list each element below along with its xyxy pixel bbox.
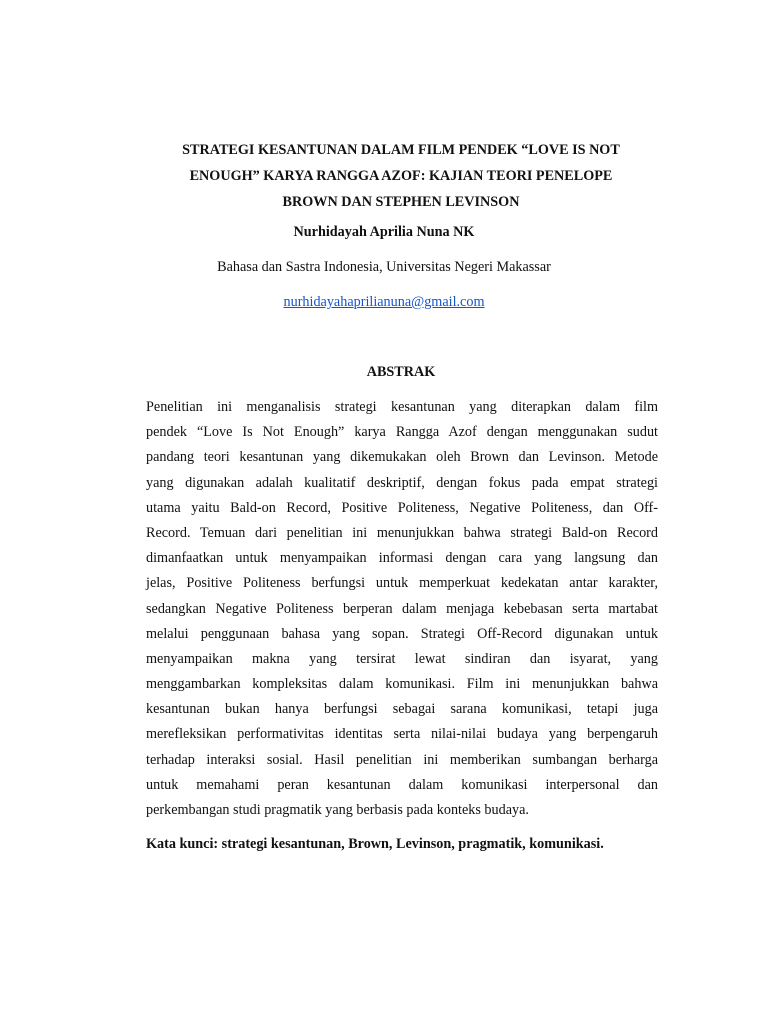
abstract-heading: ABSTRAK (366, 364, 436, 380)
abstract-body (146, 395, 658, 823)
paper-title (140, 137, 662, 215)
title-line: ENOUGH” KARYA RANGGA AZOF: KAJIAN TEORI PENELOPE (189, 168, 613, 184)
abstract-line: sedangkan Negative Politeness berperan dalam menjaga kebebasan serta martabat (146, 600, 658, 617)
abstract-line: pandang teori kesantunan yang dikemukakan oleh Brown dan Levinson. Metode (146, 449, 658, 466)
abstract-line: utama yaitu Bald-on Record, Positive Politeness, Negative Politeness, dan Off- (146, 499, 658, 516)
keywords: Kata kunci: strategi kesantunan, Brown, Levinson, pragmatik, komunikasi. (146, 836, 604, 852)
abstract-line: terhadap interaksi sosial. Hasil penelitian ini memberikan sumbangan berharga (146, 751, 658, 768)
abstract-line: perkembangan studi pragmatik yang berbasis pada konteks budaya. (146, 802, 529, 818)
abstract-line: dimanfaatkan untuk menyampaikan informasi dengan cara yang langsung dan (146, 550, 658, 567)
abstract-line: menyampaikan makna yang tersirat lewat sindiran dan isyarat, yang (146, 650, 658, 667)
abstract-line: untuk memahami peran kesantunan dalam komunikasi interpersonal dan (146, 776, 658, 793)
email-link[interactable]: nurhidayahaprilianuna@gmail.com (283, 294, 485, 310)
author-name: Nurhidayah Aprilia Nuna NK (293, 224, 475, 240)
abstract-line: Record. Temuan dari penelitian ini menunjukkan bahwa strategi Bald-on Record (146, 524, 658, 541)
abstract-line: kesantunan bukan hanya berfungsi sebagai sarana komunikasi, tetapi juga (146, 701, 658, 718)
abstract-line: yang digunakan adalah kualitatif deskriptif, dengan fokus pada empat strategi (146, 474, 658, 491)
author-email (0, 292, 768, 312)
abstract-line: jelas, Positive Politeness berfungsi untuk memperkuat kedekatan antar karakter, (146, 575, 658, 592)
abstract-line: Penelitian ini menganalisis strategi kesantunan yang diterapkan dalam film (146, 399, 658, 415)
abstract-line: menggambarkan kompleksitas dalam komunikasi. Film ini menunjukkan bahwa (146, 676, 658, 693)
title-line: BROWN DAN STEPHEN LEVINSON (282, 194, 520, 210)
abstract-line: melalui penggunaan bahasa yang sopan. Strategi Off-Record digunakan untuk (146, 625, 658, 642)
author-affiliation: Bahasa dan Sastra Indonesia, Universitas Negeri Makassar (217, 259, 551, 275)
title-line: STRATEGI KESANTUNAN DALAM FILM PENDEK “LOVE IS NOT (182, 142, 620, 158)
abstract-line: merefleksikan performativitas identitas serta nilai-nilai budaya yang berpengaruh (146, 726, 658, 743)
abstract-line: pendek “Love Is Not Enough” karya Rangga Azof dengan menggunakan sudut (146, 424, 658, 441)
